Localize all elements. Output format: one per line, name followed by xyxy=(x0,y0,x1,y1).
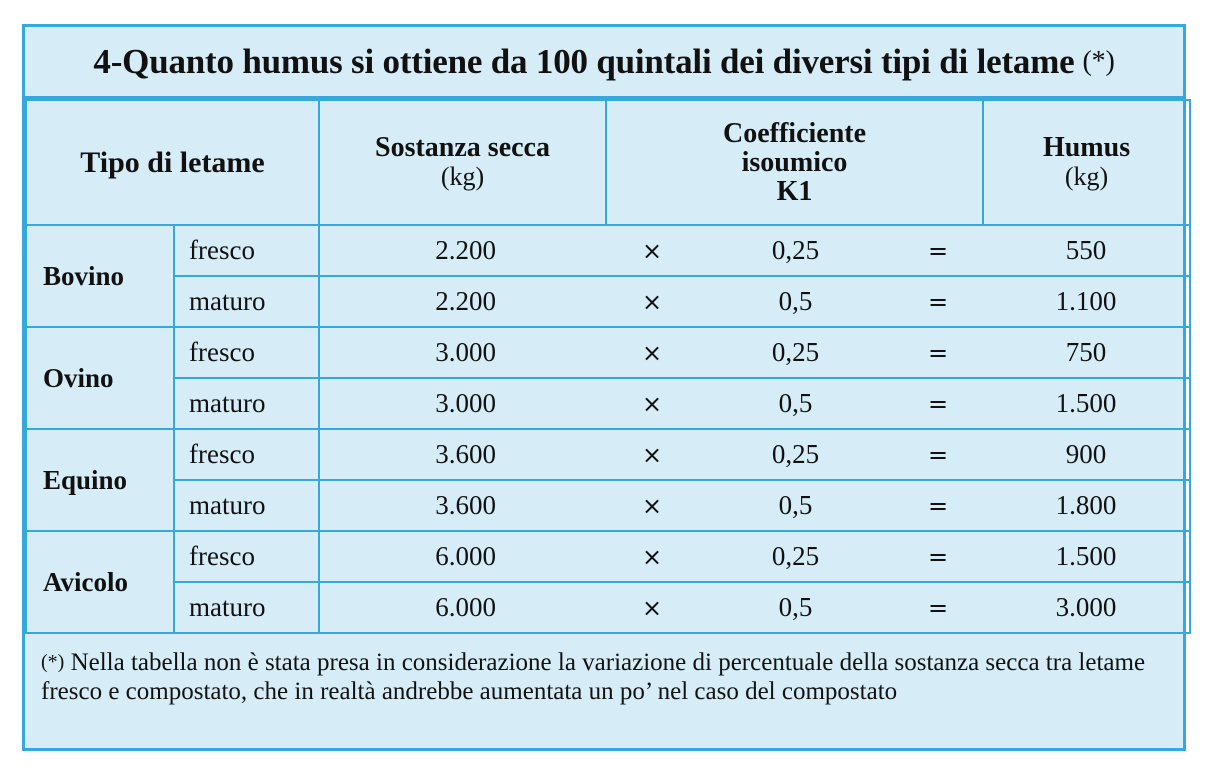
times-operator-value: × xyxy=(641,491,663,520)
times-operator xyxy=(606,429,698,480)
coefficient-cell xyxy=(698,531,893,582)
sostanza-secca-cell-value: 2.200 xyxy=(435,286,497,316)
coefficient-cell xyxy=(698,327,893,378)
equals-operator xyxy=(893,378,983,429)
state-cell: maturo xyxy=(174,480,319,531)
humus-table xyxy=(25,99,1191,634)
equals-operator xyxy=(893,429,983,480)
sostanza-secca-cell-value: 2.200 xyxy=(435,235,497,265)
title-footnote-mark: (*) xyxy=(1082,45,1115,77)
table-title-text: 4-Quanto humus si ottiene da 100 quintali dei diversi tipi di letame xyxy=(93,41,1075,81)
state-cell: fresco xyxy=(174,429,319,480)
equals-operator xyxy=(893,276,983,327)
humus-cell xyxy=(983,582,1190,633)
humus-cell-value: 1.500 xyxy=(1055,541,1117,571)
humus-cell xyxy=(983,480,1190,531)
coefficient-cell-value: 0,5 xyxy=(778,286,813,316)
table-row xyxy=(26,582,1190,633)
coefficient-cell xyxy=(698,225,893,276)
humus-cell-value: 900 xyxy=(1065,439,1107,469)
equals-operator-value: = xyxy=(927,593,949,622)
table-header xyxy=(26,100,1190,225)
times-operator-value: × xyxy=(641,236,663,265)
header-sostanza xyxy=(319,100,606,225)
header-coef-k1: K1 xyxy=(776,176,813,207)
humus-cell xyxy=(983,531,1190,582)
header-humus-unit: (kg) xyxy=(1064,162,1109,191)
table-title xyxy=(25,27,1183,99)
sostanza-secca-cell-value: 6.000 xyxy=(435,592,497,622)
equals-operator xyxy=(893,327,983,378)
equals-operator xyxy=(893,225,983,276)
times-operator xyxy=(606,276,698,327)
table-row xyxy=(26,480,1190,531)
coefficient-cell-value: 0,5 xyxy=(778,592,813,622)
header-coef-line1: Coefficiente xyxy=(723,118,867,149)
humus-cell-value: 1.500 xyxy=(1055,388,1117,418)
animal-label: Bovino xyxy=(26,225,174,327)
equals-operator-value: = xyxy=(927,542,949,571)
sostanza-secca-cell-value: 3.000 xyxy=(435,388,497,418)
table-row xyxy=(26,225,1190,276)
footnote-text: Nella tabella non è stata presa in considerazione la variazione di percentuale della sostanza secca tra letame fresco e compostato, che in realtà andrebbe aumentata un po’ nel caso del compostato xyxy=(41,649,1146,705)
header-sostanza-unit: (kg) xyxy=(440,162,485,191)
sostanza-secca-cell xyxy=(319,327,606,378)
coefficient-cell xyxy=(698,429,893,480)
times-operator xyxy=(606,480,698,531)
table-row xyxy=(26,429,1190,480)
times-operator xyxy=(606,531,698,582)
header-humus xyxy=(983,100,1190,225)
equals-operator xyxy=(893,582,983,633)
humus-cell-value: 750 xyxy=(1065,337,1107,367)
sostanza-secca-cell-value: 3.600 xyxy=(435,490,497,520)
sostanza-secca-cell xyxy=(319,480,606,531)
coefficient-cell-value: 0,25 xyxy=(771,235,820,265)
sostanza-secca-cell-value: 3.600 xyxy=(435,439,497,469)
equals-operator xyxy=(893,480,983,531)
humus-cell-value: 550 xyxy=(1065,235,1107,265)
header-row xyxy=(26,100,1190,225)
times-operator-value: × xyxy=(641,338,663,367)
coefficient-cell-value: 0,5 xyxy=(778,388,813,418)
times-operator xyxy=(606,225,698,276)
state-cell: maturo xyxy=(174,582,319,633)
state-cell: maturo xyxy=(174,378,319,429)
equals-operator xyxy=(893,531,983,582)
times-operator-value: × xyxy=(641,542,663,571)
humus-cell xyxy=(983,429,1190,480)
coefficient-cell xyxy=(698,480,893,531)
header-tipo-label: Tipo di letame xyxy=(80,145,265,179)
header-tipo xyxy=(26,100,319,225)
table-row xyxy=(26,276,1190,327)
table-row xyxy=(26,378,1190,429)
times-operator-value: × xyxy=(641,593,663,622)
sostanza-secca-cell-value: 3.000 xyxy=(435,337,497,367)
footnote-mark: (*) xyxy=(41,651,65,673)
table-row xyxy=(26,531,1190,582)
humus-cell-value: 1.800 xyxy=(1055,490,1117,520)
state-cell: fresco xyxy=(174,531,319,582)
coefficient-cell-value: 0,25 xyxy=(771,541,820,571)
state-cell: fresco xyxy=(174,225,319,276)
sostanza-secca-cell xyxy=(319,429,606,480)
sostanza-secca-cell xyxy=(319,531,606,582)
sostanza-secca-cell-value: 6.000 xyxy=(435,541,497,571)
header-humus-label: Humus xyxy=(1042,132,1131,163)
table-box xyxy=(22,24,1186,751)
sostanza-secca-cell xyxy=(319,225,606,276)
equals-operator-value: = xyxy=(927,389,949,418)
header-coef-line2: isoumico xyxy=(741,147,848,178)
table-row xyxy=(26,327,1190,378)
animal-label: Avicolo xyxy=(26,531,174,633)
humus-cell-value: 1.100 xyxy=(1055,286,1117,316)
state-cell: fresco xyxy=(174,327,319,378)
times-operator-value: × xyxy=(641,440,663,469)
header-coefficiente xyxy=(606,100,983,225)
humus-cell xyxy=(983,327,1190,378)
coefficient-cell-value: 0,5 xyxy=(778,490,813,520)
footnote xyxy=(25,634,1183,706)
equals-operator-value: = xyxy=(927,338,949,367)
humus-cell xyxy=(983,225,1190,276)
sostanza-secca-cell xyxy=(319,378,606,429)
coefficient-cell-value: 0,25 xyxy=(771,439,820,469)
header-sostanza-label: Sostanza secca xyxy=(375,132,550,163)
humus-cell xyxy=(983,378,1190,429)
animal-label: Equino xyxy=(26,429,174,531)
humus-cell xyxy=(983,276,1190,327)
times-operator xyxy=(606,327,698,378)
times-operator-value: × xyxy=(641,287,663,316)
times-operator xyxy=(606,582,698,633)
times-operator-value: × xyxy=(641,389,663,418)
coefficient-cell xyxy=(698,582,893,633)
humus-cell-value: 3.000 xyxy=(1055,592,1117,622)
times-operator xyxy=(606,378,698,429)
coefficient-cell xyxy=(698,276,893,327)
state-cell: maturo xyxy=(174,276,319,327)
coefficient-cell-value: 0,25 xyxy=(771,337,820,367)
equals-operator-value: = xyxy=(927,236,949,265)
table-body xyxy=(26,225,1190,633)
coefficient-cell xyxy=(698,378,893,429)
equals-operator-value: = xyxy=(927,287,949,316)
animal-label: Ovino xyxy=(26,327,174,429)
sostanza-secca-cell xyxy=(319,582,606,633)
equals-operator-value: = xyxy=(927,491,949,520)
sostanza-secca-cell xyxy=(319,276,606,327)
equals-operator-value: = xyxy=(927,440,949,469)
